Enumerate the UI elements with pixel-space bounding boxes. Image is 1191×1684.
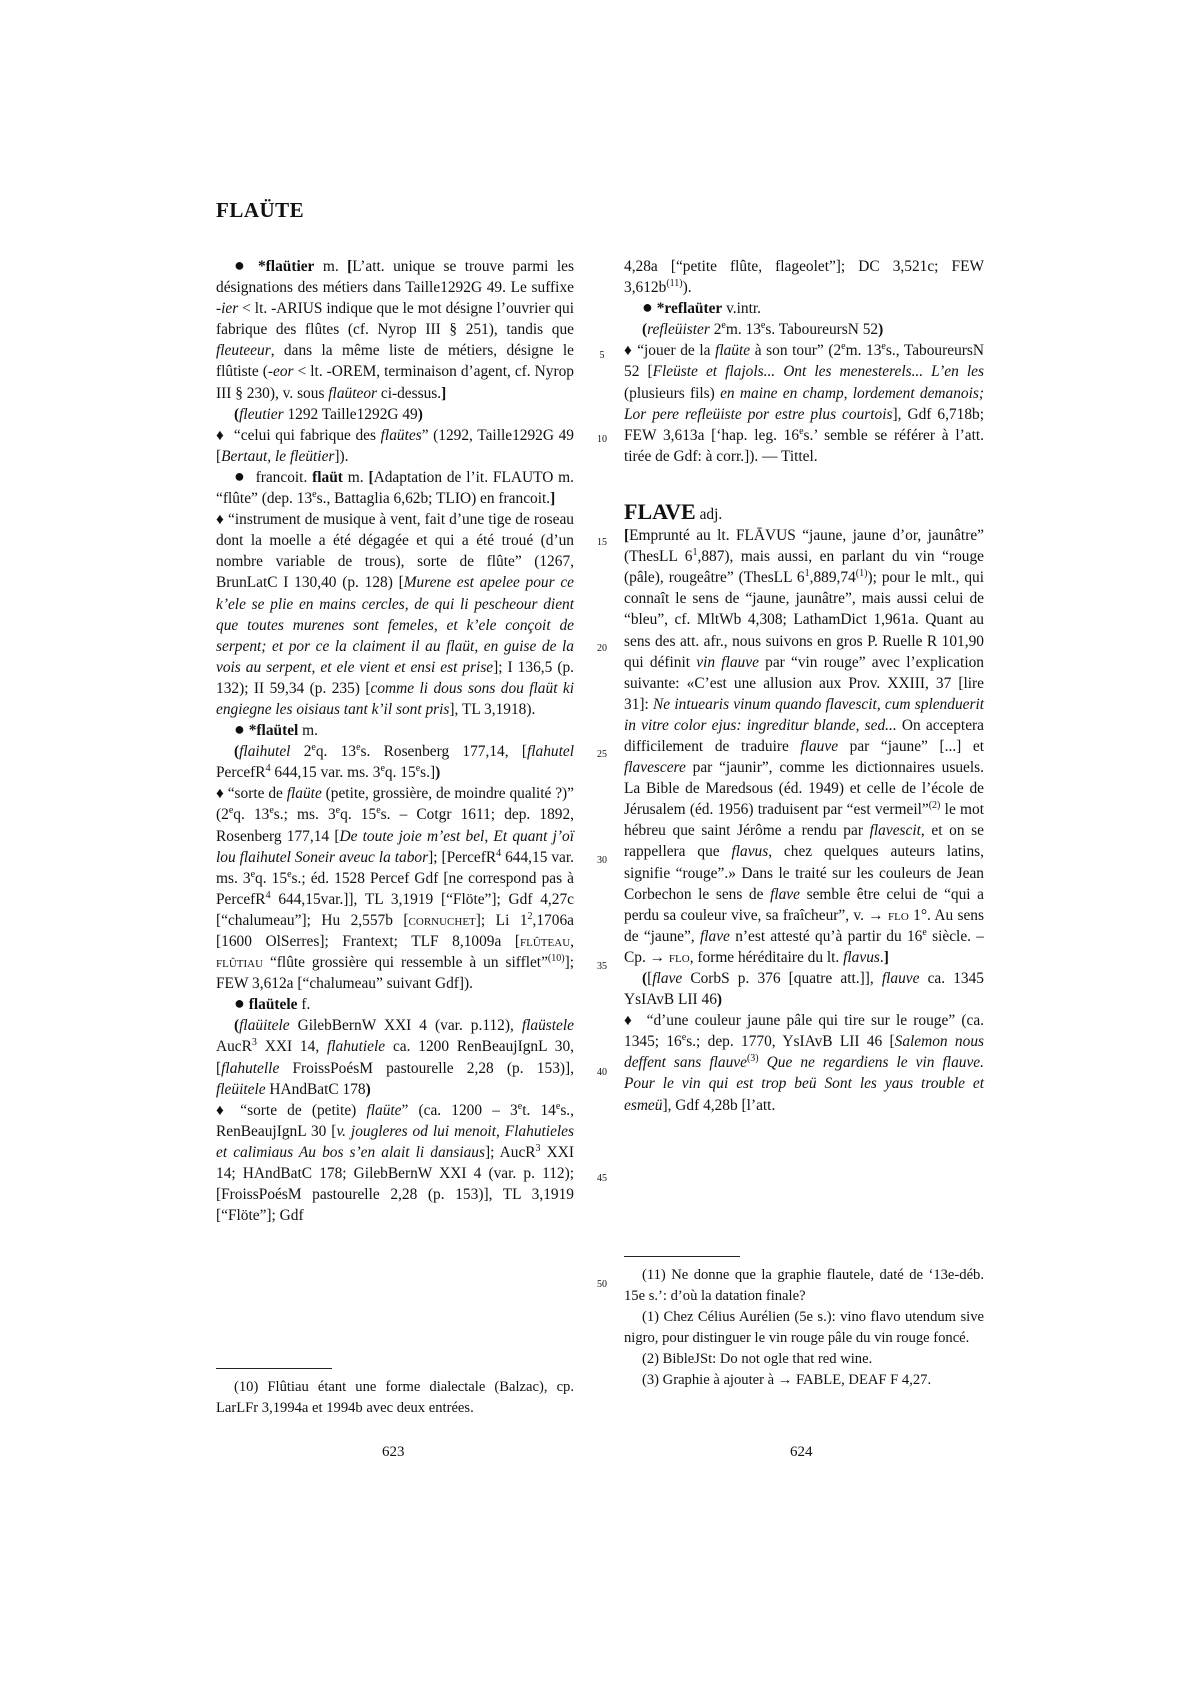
footnote-10: (10) Flûtiau étant une forme dialectale (Balzac), cp. LarLFr 3,1994a et 1994b avec deux entrées.	[216, 1379, 574, 1416]
footnote-2: (2) BibleJSt: Do not ogle that red wine.	[642, 1351, 873, 1367]
line-number: 50	[597, 1279, 607, 1290]
etymology-flave: [Emprunté au lt. FLĀVUS “jaune, jaune d’or, jaunâtre” (ThesLL $6^1,887$), mais aussi, en parlant du vin “rouge (pâle), rougeâtre” (ThesLL $6^1,889,74^{(1)}$); pour le mlt., qui connaît le sens de “jaune, jaunâtre”, mais aussi celui de “bleu”, cf. MltWb 4,308; LathamDict 1,961a. Quant au sens des att. afr., nous suivons en gros P. Ruelle R 101,90 qui définit vin flauve par “vin rouge” avec l’explication suivante: «C’est une allusion aux Prov. XXIII, 37 [lire 31]: Ne intuearis vinum quando flavescit, cum splenduerit in vitre color ejus: ingreditur blande, sed... On acceptera difficilement de traduire flauve par “jaune” [...] et flavescere par “jaunir”, comme les dictionnaires usuels. La Bible de Maredsous (éd. 1949) et celle de l’école de Jérusalem (éd. 1956) traduisent par “est vermeil”$^{(2)}$ le mot hébreu que saint Jérôme a rendu par flavescit, et on se rappellera que flavus, chez quelques auteurs latins, signifie “rouge”.» Dans le traité sur les couleurs de Jean Corbechon le sens de flave semble être celui de “qui a perdu sa couleur vive, sa fraîcheur”, v. → flo 1°. Au sens de “jaune”, flave n’est attesté qu’à partir du 16e siècle. – Cp. → flo, forme héréditaire du lt. flavus.]	[624, 527, 985, 966]
entry-flaut: ● francoit. flaüt m. [Adaptation de l’it. FLAUTO m. “flûte” (dep. 13es., Battaglia 6,62b; TLIO) en francoit.]	[216, 465, 575, 508]
sense-flautel: ♦ “sorte de flaüte (petite, grossière, de moindre qualité ?)” (2eq. 13es.; ms. 3eq. 15es. – Cotgr 1611; dep. 1892, Rosenberg 177,14 [De toute joie m’est bel, Et quant j’oï lou flaihutel Soneir aveuc la tabor]; [PercefR$^4$ 644,15 var. ms. 3eq. 15es.; éd. 1528 Percef Gdf [ne correspond pas à PercefR$^4$ 644,15var.]], TL 3,1919 [“Flöte”]; Gdf 4,27c [“chalumeau”]; Hu 2,557b [cornuchet]; Li $1^2,1706a$ [1600 OlSerres]; Frantext; TLF 8,1009a [flûteau, flûtiau “flûte grossière qui ressemble à un sifflet”$^{(10)}$]; FEW 3,612a [“chalumeau” suivant Gdf]).	[216, 785, 575, 993]
line-number: 45	[597, 1173, 607, 1184]
line-number: 30	[597, 855, 607, 866]
forms-flautele: (flaüitele GilebBernW XXI 4 (var. p.112), flaüstele AucR$^3$ XXI 14, flahutiele ca. 1200 RenBeaujIgnL 30, [flahutelle FroissPoésM pastourelle 2,28 (p. 153)], fleüitele HAndBatC 178)	[216, 1017, 574, 1098]
entry-flautel: ● *flaütel m.	[234, 719, 318, 740]
left-column	[216, 256, 574, 1226]
headword-flave: FLAVE	[624, 498, 696, 524]
entry-flave	[624, 498, 984, 525]
sense-flaut: ♦ “instrument de musique à vent, fait d’une tige de roseau dont la moelle a été dégagée et qui a été troué (d’un nombre variable de trous), sorte de flûte” (1267, BrunLatC I 130,40 (p. 128) [Murene est apelee pour ce k’ele se plie en mains cercles, de qui li pescheour dient que toutes murenes sont femeles, et k’ele conçoit de serpent; et por ce la claiment il au flaüt, en guise de la vois au serpent, et ele vient et ensi est prise]; I 136,5 (p. 132); II 59,34 (p. 235) [comme li dous sons dou flaüt ki engiegne les oisiaus tant k’il sont pris], TL 3,1918).	[216, 511, 575, 718]
footnote-rule	[624, 1256, 740, 1257]
footnote-rule	[216, 1368, 332, 1369]
sense-flave: ♦ “d’une couleur jaune pâle qui tire sur le rouge” (ca. 1345; 16es.; dep. 1770, YsIAvB LII 46 [Salemon nous deffent sans flauve$^{(3)}$ Que ne regardiens le vin flauve. Pour le vin qui est trop beü Sont les yaus trouble et esmeü], Gdf 4,28b [l’att.	[624, 1012, 985, 1114]
footnote-11: (11) Ne donne que la graphie flautele, daté de ‘13e-déb. 15e s.’: d’où la datation finale?	[624, 1267, 984, 1304]
forms-reflauter: (refleüister 2em. 13es. TaboureursN 52)	[642, 320, 884, 339]
footnote-1: (1) Chez Célius Aurélien (5e s.): vino flavo utendum sive nigro, pour distinguer le vin rouge pâle du vin rouge foncé.	[624, 1309, 984, 1346]
sense-flautele: ♦ “sorte de (petite) flaüte” (ca. 1200 – 3et. 14es., RenBeaujIgnL 30 [v. jougleres od lui menoit, Flahutieles et calimiaus Au bos s’en alait li dansiaus]; AucR$^3$ XXI 14; HAndBatC 178; GilebBernW XXI 4 (var. p. 112); [FroissPoésM pastourelle 2,28 (p. 153)], TL 3,1919 [“Flöte”]; Gdf	[216, 1100, 574, 1225]
line-number: 25	[597, 749, 607, 760]
headword-flave-pos: adj.	[699, 505, 723, 523]
line-number: 10	[597, 434, 607, 445]
forms-flautel: (flaihutel 2eq. 13es. Rosenberg 177,14, [flahutel PercefR$^4$ 644,15 var. ms. 3eq. 15es.])	[216, 742, 574, 782]
sense-reflauter: ♦ “jouer de la flaüte à son tour” (2em. 13es., TaboureursN 52 [Fleüste et flajols... Ont les menesterels... L’en les (plusieurs fils) en maine en champ, lordement demanois; Lor pere refleüiste por estre plus courtois], Gdf 6,718b; FEW 3,613a [‘hap. leg. 16es.’ semble se référer à l’att. tirée de Gdf: à corr.]). — Tittel.	[624, 341, 985, 465]
sense-flautier: ♦ “celui qui fabrique des flaütes” (1292, Taille1292G 49 [Bertaut, le fleütier]).	[216, 426, 574, 465]
right-column	[624, 256, 984, 1116]
line-number: 5	[599, 350, 605, 361]
footnote-3: (3) Graphie à ajouter à → FABLE, DEAF F 4,27.	[642, 1372, 932, 1388]
page-number-right: 624	[790, 1444, 813, 1460]
line-number: 15	[597, 537, 607, 548]
footnotes-right	[624, 1256, 984, 1391]
forms-flave: ([flave CorbS p. 376 [quatre att.]], flauve ca. 1345 YsIAvB LII 46)	[624, 970, 984, 1009]
running-head: FLAÜTE	[216, 198, 305, 222]
forms-flautier: (fleutier 1292 Taille1292G 49)	[234, 405, 423, 423]
footnote-left	[216, 1368, 574, 1419]
entry-flautier: ● *flaütier m. [L’att. unique se trouve parmi les désignations des métiers dans Taille1292G 49. Le suffixe -ier < lt. -ARIUS indique que le mot désigne l’ouvrier qui fabrique des flûtes (cf. Nyrop III § 251), tandis que fleuteeur, dans la même liste de métiers, désigne le flûtiste (-eor < lt. -OREM, terminaison d’agent, cf. Nyrop III § 230), v. sous flaüteor ci-dessus.]	[216, 255, 575, 402]
flautele-continued: 4,28a [“petite flûte, flageolet”]; DC 3,521c; FEW $3,612b^{(11)}$).	[624, 258, 984, 297]
line-number: 40	[597, 1067, 607, 1078]
page-number-left: 623	[382, 1444, 405, 1460]
entry-flautele: ● flaütele f.	[234, 993, 311, 1014]
line-number: 35	[597, 961, 607, 972]
entry-reflauter: ● *reflaüter v.intr.	[642, 297, 762, 318]
line-number: 20	[597, 643, 607, 654]
